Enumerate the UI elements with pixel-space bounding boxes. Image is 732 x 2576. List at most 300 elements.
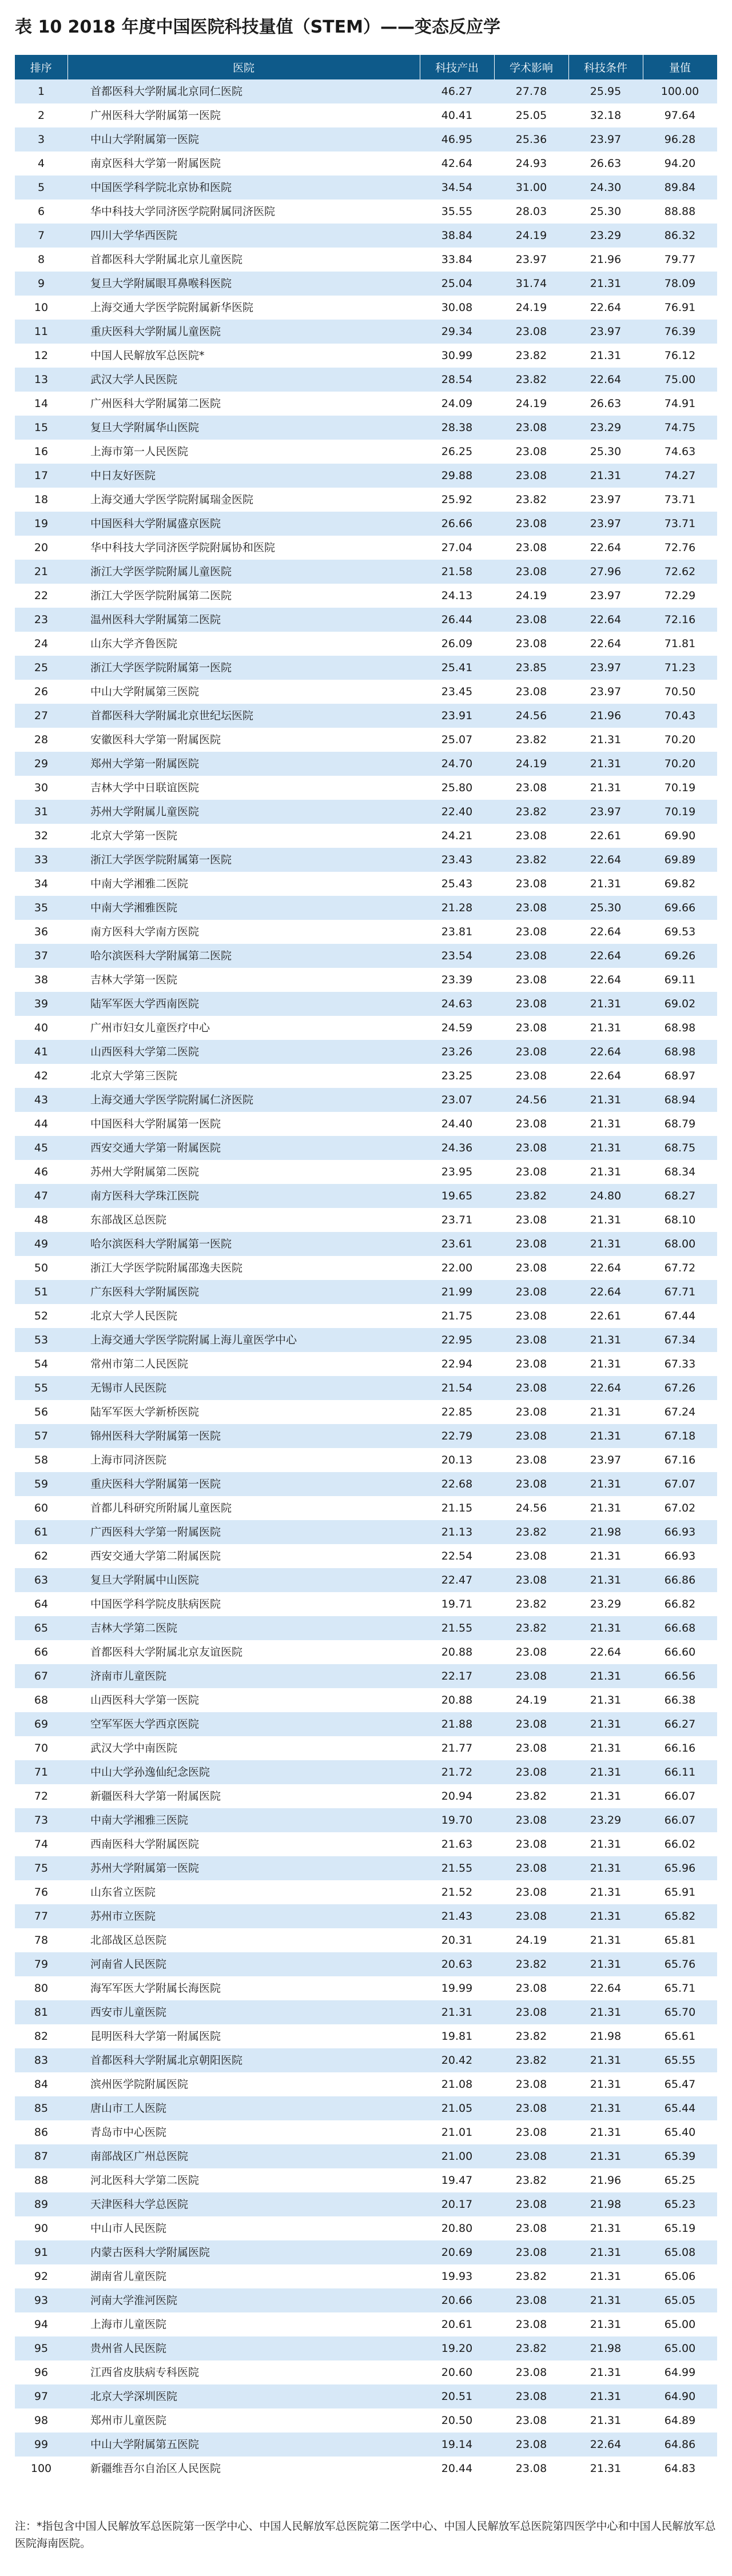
table-header-row [15, 55, 717, 79]
cell-hospital: 山西医科大学第二医院 [67, 1040, 420, 1064]
cell-hospital: 首都医科大学附属北京世纪坛医院 [67, 704, 420, 728]
cell-influence: 23.82 [494, 1592, 568, 1616]
cell-value: 73.71 [643, 512, 717, 536]
cell-rank: 11 [15, 320, 67, 344]
cell-hospital: 广州市妇女儿童医疗中心 [67, 1016, 420, 1040]
cell-hospital: 北京大学深圳医院 [67, 2384, 420, 2408]
table-row [15, 1352, 717, 1376]
cell-conditions: 21.31 [568, 464, 643, 488]
cell-conditions: 23.29 [568, 416, 643, 440]
cell-value: 64.86 [643, 2433, 717, 2457]
cell-influence: 24.19 [494, 752, 568, 776]
cell-output: 24.59 [420, 1016, 494, 1040]
cell-output: 29.88 [420, 464, 494, 488]
table-row [15, 1664, 717, 1688]
cell-hospital: 上海市儿童医院 [67, 2312, 420, 2336]
cell-conditions: 21.31 [568, 1016, 643, 1040]
cell-output: 28.54 [420, 368, 494, 392]
table-row [15, 2168, 717, 2192]
cell-conditions: 23.97 [568, 1448, 643, 1472]
cell-value: 65.44 [643, 2096, 717, 2120]
cell-rank: 84 [15, 2072, 67, 2096]
table-row [15, 416, 717, 440]
cell-influence: 23.82 [494, 2024, 568, 2048]
cell-output: 40.41 [420, 103, 494, 127]
cell-rank: 89 [15, 2192, 67, 2216]
cell-conditions: 23.29 [568, 1592, 643, 1616]
cell-influence: 23.82 [494, 1184, 568, 1208]
cell-hospital: 陆军军医大学新桥医院 [67, 1400, 420, 1424]
cell-influence: 23.82 [494, 800, 568, 824]
cell-rank: 50 [15, 1256, 67, 1280]
cell-output: 22.68 [420, 1472, 494, 1496]
cell-influence: 23.08 [494, 1712, 568, 1736]
cell-hospital: 中南大学湘雅医院 [67, 896, 420, 920]
cell-influence: 28.03 [494, 200, 568, 224]
cell-rank: 92 [15, 2264, 67, 2288]
cell-rank: 75 [15, 1856, 67, 1880]
cell-value: 70.43 [643, 704, 717, 728]
cell-influence: 23.08 [494, 1304, 568, 1328]
cell-value: 65.19 [643, 2216, 717, 2240]
table-row [15, 680, 717, 704]
cell-rank: 12 [15, 344, 67, 368]
cell-influence: 23.08 [494, 1880, 568, 1904]
table-row [15, 1520, 717, 1544]
cell-influence: 23.08 [494, 1664, 568, 1688]
cell-value: 68.94 [643, 1088, 717, 1112]
cell-conditions: 21.31 [568, 1880, 643, 1904]
cell-influence: 23.85 [494, 656, 568, 680]
cell-output: 22.40 [420, 800, 494, 824]
cell-influence: 23.08 [494, 776, 568, 800]
cell-hospital: 复旦大学附属华山医院 [67, 416, 420, 440]
cell-output: 22.95 [420, 1328, 494, 1352]
table-row [15, 1904, 717, 1928]
cell-influence: 31.00 [494, 176, 568, 200]
cell-influence: 23.08 [494, 1040, 568, 1064]
cell-conditions: 23.97 [568, 680, 643, 704]
cell-value: 71.81 [643, 632, 717, 656]
cell-rank: 24 [15, 632, 67, 656]
cell-influence: 24.19 [494, 296, 568, 320]
cell-output: 24.40 [420, 1112, 494, 1136]
cell-value: 66.82 [643, 1592, 717, 1616]
table-row [15, 2120, 717, 2144]
cell-output: 35.55 [420, 200, 494, 224]
table-row [15, 2336, 717, 2360]
cell-conditions: 21.31 [568, 1424, 643, 1448]
cell-value: 65.55 [643, 2048, 717, 2072]
table-row [15, 79, 717, 103]
cell-conditions: 21.31 [568, 1832, 643, 1856]
cell-influence: 23.08 [494, 2384, 568, 2408]
cell-conditions: 23.97 [568, 800, 643, 824]
cell-output: 26.09 [420, 632, 494, 656]
cell-hospital: 中国医学科学院北京协和医院 [67, 176, 420, 200]
table-row [15, 1928, 717, 1952]
table-row [15, 728, 717, 752]
cell-rank: 23 [15, 608, 67, 632]
column-header-rank: 排序 [15, 55, 67, 79]
cell-value: 96.28 [643, 127, 717, 151]
table-row [15, 2312, 717, 2336]
cell-rank: 52 [15, 1304, 67, 1328]
cell-hospital: 哈尔滨医科大学附属第二医院 [67, 944, 420, 968]
table-body [15, 79, 717, 2481]
cell-hospital: 武汉大学人民医院 [67, 368, 420, 392]
cell-hospital: 苏州大学附属儿童医院 [67, 800, 420, 824]
cell-rank: 81 [15, 2000, 67, 2024]
cell-hospital: 首都医科大学附属北京友谊医院 [67, 1640, 420, 1664]
cell-value: 64.99 [643, 2360, 717, 2384]
table-row [15, 776, 717, 800]
cell-hospital: 吉林大学中日联谊医院 [67, 776, 420, 800]
cell-output: 24.09 [420, 392, 494, 416]
cell-value: 65.08 [643, 2240, 717, 2264]
cell-conditions: 22.61 [568, 824, 643, 848]
cell-rank: 98 [15, 2408, 67, 2433]
cell-output: 22.54 [420, 1544, 494, 1568]
cell-conditions: 23.97 [568, 127, 643, 151]
cell-conditions: 21.96 [568, 2168, 643, 2192]
cell-conditions: 22.64 [568, 1256, 643, 1280]
cell-conditions: 21.31 [568, 1760, 643, 1784]
table-row [15, 1136, 717, 1160]
cell-hospital: 浙江大学医学院附属第一医院 [67, 656, 420, 680]
cell-influence: 23.08 [494, 2192, 568, 2216]
cell-value: 76.91 [643, 296, 717, 320]
cell-influence: 23.08 [494, 1160, 568, 1184]
column-header-conditions: 科技条件 [568, 55, 643, 79]
cell-rank: 29 [15, 752, 67, 776]
cell-rank: 8 [15, 248, 67, 272]
cell-rank: 13 [15, 368, 67, 392]
cell-rank: 39 [15, 992, 67, 1016]
table-row [15, 1304, 717, 1328]
cell-rank: 66 [15, 1640, 67, 1664]
cell-value: 70.50 [643, 680, 717, 704]
cell-rank: 1 [15, 79, 67, 103]
cell-output: 26.25 [420, 440, 494, 464]
cell-output: 23.07 [420, 1088, 494, 1112]
cell-value: 74.75 [643, 416, 717, 440]
cell-rank: 59 [15, 1472, 67, 1496]
cell-rank: 67 [15, 1664, 67, 1688]
cell-rank: 80 [15, 1976, 67, 2000]
cell-rank: 6 [15, 200, 67, 224]
cell-conditions: 21.31 [568, 1736, 643, 1760]
cell-output: 25.41 [420, 656, 494, 680]
cell-hospital: 浙江大学医学院附属第二医院 [67, 584, 420, 608]
cell-influence: 24.19 [494, 392, 568, 416]
cell-hospital: 吉林大学第一医院 [67, 968, 420, 992]
table-row [15, 1064, 717, 1088]
cell-influence: 23.08 [494, 992, 568, 1016]
cell-output: 29.34 [420, 320, 494, 344]
cell-conditions: 21.31 [568, 1112, 643, 1136]
cell-influence: 24.19 [494, 1928, 568, 1952]
cell-output: 20.63 [420, 1952, 494, 1976]
cell-conditions: 21.31 [568, 2264, 643, 2288]
cell-conditions: 21.31 [568, 2408, 643, 2433]
cell-rank: 70 [15, 1736, 67, 1760]
cell-hospital: 河南大学淮河医院 [67, 2288, 420, 2312]
cell-conditions: 21.31 [568, 1472, 643, 1496]
table-row [15, 1256, 717, 1280]
cell-conditions: 21.31 [568, 344, 643, 368]
cell-hospital: 河北医科大学第二医院 [67, 2168, 420, 2192]
cell-value: 65.61 [643, 2024, 717, 2048]
table-row [15, 2024, 717, 2048]
cell-rank: 71 [15, 1760, 67, 1784]
cell-value: 66.93 [643, 1520, 717, 1544]
cell-rank: 61 [15, 1520, 67, 1544]
cell-influence: 23.08 [494, 2408, 568, 2433]
cell-rank: 49 [15, 1232, 67, 1256]
table-row [15, 224, 717, 248]
cell-conditions: 21.31 [568, 728, 643, 752]
cell-rank: 9 [15, 272, 67, 296]
cell-conditions: 21.31 [568, 1208, 643, 1232]
cell-hospital: 华中科技大学同济医学院附属协和医院 [67, 536, 420, 560]
cell-output: 25.80 [420, 776, 494, 800]
cell-output: 19.93 [420, 2264, 494, 2288]
table-row [15, 2216, 717, 2240]
table-row [15, 1424, 717, 1448]
cell-hospital: 中山大学附属第五医院 [67, 2433, 420, 2457]
cell-hospital: 北京大学第三医院 [67, 1064, 420, 1088]
cell-hospital: 空军军医大学西京医院 [67, 1712, 420, 1736]
table-row [15, 992, 717, 1016]
cell-value: 66.07 [643, 1784, 717, 1808]
cell-value: 67.26 [643, 1376, 717, 1400]
cell-value: 100.00 [643, 79, 717, 103]
cell-hospital: 苏州市立医院 [67, 1904, 420, 1928]
cell-value: 67.34 [643, 1328, 717, 1352]
table-row [15, 2144, 717, 2168]
cell-hospital: 华中科技大学同济医学院附属同济医院 [67, 200, 420, 224]
cell-hospital: 中国人民解放军总医院* [67, 344, 420, 368]
cell-value: 70.19 [643, 776, 717, 800]
cell-rank: 54 [15, 1352, 67, 1376]
cell-value: 65.76 [643, 1952, 717, 1976]
table-row [15, 704, 717, 728]
cell-influence: 25.05 [494, 103, 568, 127]
cell-value: 65.81 [643, 1928, 717, 1952]
table-row [15, 1448, 717, 1472]
table-row [15, 584, 717, 608]
cell-influence: 24.93 [494, 151, 568, 176]
cell-output: 21.43 [420, 1904, 494, 1928]
cell-value: 74.27 [643, 464, 717, 488]
cell-rank: 15 [15, 416, 67, 440]
table-row [15, 512, 717, 536]
cell-value: 65.40 [643, 2120, 717, 2144]
cell-influence: 23.08 [494, 1280, 568, 1304]
cell-output: 20.80 [420, 2216, 494, 2240]
cell-value: 68.98 [643, 1040, 717, 1064]
footnote: 注：*指包含中国人民解放军总医院第一医学中心、中国人民解放军总医院第二医学中心、中国人民解放军总医院第四医学中心和中国人民解放军总医院海南医院。 [15, 2520, 716, 2550]
cell-influence: 23.08 [494, 2120, 568, 2144]
table-row [15, 440, 717, 464]
table-row [15, 1184, 717, 1208]
cell-influence: 23.08 [494, 1064, 568, 1088]
cell-rank: 86 [15, 2120, 67, 2144]
cell-conditions: 21.31 [568, 2096, 643, 2120]
cell-output: 24.13 [420, 584, 494, 608]
column-header-influence: 学术影响 [494, 55, 568, 79]
cell-rank: 90 [15, 2216, 67, 2240]
table-row [15, 632, 717, 656]
cell-hospital: 南部战区广州总医院 [67, 2144, 420, 2168]
table-row [15, 103, 717, 127]
cell-conditions: 21.31 [568, 2216, 643, 2240]
cell-value: 64.83 [643, 2457, 717, 2481]
cell-rank: 85 [15, 2096, 67, 2120]
cell-rank: 25 [15, 656, 67, 680]
cell-value: 72.16 [643, 608, 717, 632]
cell-influence: 23.08 [494, 536, 568, 560]
cell-conditions: 21.31 [568, 776, 643, 800]
cell-rank: 26 [15, 680, 67, 704]
cell-value: 66.16 [643, 1736, 717, 1760]
table-row [15, 800, 717, 824]
cell-influence: 27.78 [494, 79, 568, 103]
cell-conditions: 21.31 [568, 1904, 643, 1928]
cell-influence: 23.08 [494, 560, 568, 584]
table-row [15, 1160, 717, 1184]
cell-hospital: 中日友好医院 [67, 464, 420, 488]
cell-hospital: 四川大学华西医院 [67, 224, 420, 248]
cell-value: 71.23 [643, 656, 717, 680]
cell-output: 23.81 [420, 920, 494, 944]
table-row [15, 2384, 717, 2408]
cell-output: 20.88 [420, 1688, 494, 1712]
cell-hospital: 广西医科大学第一附属医院 [67, 1520, 420, 1544]
cell-hospital: 南方医科大学珠江医院 [67, 1184, 420, 1208]
cell-influence: 25.36 [494, 127, 568, 151]
cell-rank: 62 [15, 1544, 67, 1568]
cell-value: 74.91 [643, 392, 717, 416]
cell-influence: 23.08 [494, 1736, 568, 1760]
cell-value: 68.27 [643, 1184, 717, 1208]
cell-conditions: 21.31 [568, 2312, 643, 2336]
cell-hospital: 西安交通大学第二附属医院 [67, 1544, 420, 1568]
cell-hospital: 西南医科大学附属医院 [67, 1832, 420, 1856]
cell-output: 22.17 [420, 1664, 494, 1688]
cell-rank: 2 [15, 103, 67, 127]
cell-hospital: 重庆医科大学附属儿童医院 [67, 320, 420, 344]
table-row [15, 1280, 717, 1304]
cell-rank: 55 [15, 1376, 67, 1400]
cell-conditions: 23.97 [568, 320, 643, 344]
table-row [15, 896, 717, 920]
table-row [15, 127, 717, 151]
cell-hospital: 中国医科大学附属盛京医院 [67, 512, 420, 536]
cell-hospital: 山西医科大学第一医院 [67, 1688, 420, 1712]
cell-rank: 95 [15, 2336, 67, 2360]
cell-value: 76.12 [643, 344, 717, 368]
cell-value: 74.63 [643, 440, 717, 464]
cell-output: 20.17 [420, 2192, 494, 2216]
cell-conditions: 22.61 [568, 1304, 643, 1328]
table-row [15, 752, 717, 776]
table-row [15, 536, 717, 560]
cell-hospital: 上海交通大学医学院附属仁济医院 [67, 1088, 420, 1112]
cell-hospital: 广州医科大学附属第一医院 [67, 103, 420, 127]
cell-influence: 23.08 [494, 1472, 568, 1496]
cell-influence: 23.82 [494, 848, 568, 872]
table-row [15, 1712, 717, 1736]
cell-hospital: 重庆医科大学附属第一医院 [67, 1472, 420, 1496]
cell-rank: 65 [15, 1616, 67, 1640]
cell-influence: 23.08 [494, 680, 568, 704]
table-row [15, 1736, 717, 1760]
cell-rank: 34 [15, 872, 67, 896]
cell-rank: 82 [15, 2024, 67, 2048]
table-row [15, 2000, 717, 2024]
cell-output: 30.08 [420, 296, 494, 320]
cell-rank: 73 [15, 1808, 67, 1832]
cell-value: 66.02 [643, 1832, 717, 1856]
cell-rank: 16 [15, 440, 67, 464]
cell-influence: 24.19 [494, 1688, 568, 1712]
cell-value: 69.82 [643, 872, 717, 896]
cell-rank: 96 [15, 2360, 67, 2384]
cell-conditions: 24.30 [568, 176, 643, 200]
table-row [15, 248, 717, 272]
cell-rank: 88 [15, 2168, 67, 2192]
cell-rank: 5 [15, 176, 67, 200]
cell-conditions: 21.31 [568, 1688, 643, 1712]
cell-rank: 44 [15, 1112, 67, 1136]
table-row [15, 2240, 717, 2264]
table-row [15, 1952, 717, 1976]
cell-hospital: 北京大学人民医院 [67, 1304, 420, 1328]
cell-rank: 33 [15, 848, 67, 872]
cell-value: 64.89 [643, 2408, 717, 2433]
cell-conditions: 21.31 [568, 872, 643, 896]
cell-conditions: 21.31 [568, 1160, 643, 1184]
cell-rank: 18 [15, 488, 67, 512]
cell-influence: 23.82 [494, 488, 568, 512]
cell-output: 19.20 [420, 2336, 494, 2360]
cell-hospital: 武汉大学中南医院 [67, 1736, 420, 1760]
cell-conditions: 21.31 [568, 1496, 643, 1520]
cell-conditions: 24.80 [568, 1184, 643, 1208]
cell-output: 34.54 [420, 176, 494, 200]
cell-output: 42.64 [420, 151, 494, 176]
cell-value: 66.60 [643, 1640, 717, 1664]
cell-conditions: 21.98 [568, 2192, 643, 2216]
cell-conditions: 22.64 [568, 848, 643, 872]
cell-conditions: 21.31 [568, 2240, 643, 2264]
cell-value: 69.02 [643, 992, 717, 1016]
cell-output: 25.43 [420, 872, 494, 896]
cell-conditions: 21.31 [568, 1856, 643, 1880]
table-row [15, 1760, 717, 1784]
table-row [15, 2433, 717, 2457]
cell-value: 67.33 [643, 1352, 717, 1376]
cell-output: 24.70 [420, 752, 494, 776]
table-row [15, 1832, 717, 1856]
cell-influence: 23.08 [494, 1256, 568, 1280]
cell-influence: 23.08 [494, 2433, 568, 2457]
cell-value: 68.97 [643, 1064, 717, 1088]
column-header-value: 量值 [643, 55, 717, 79]
cell-influence: 23.97 [494, 248, 568, 272]
